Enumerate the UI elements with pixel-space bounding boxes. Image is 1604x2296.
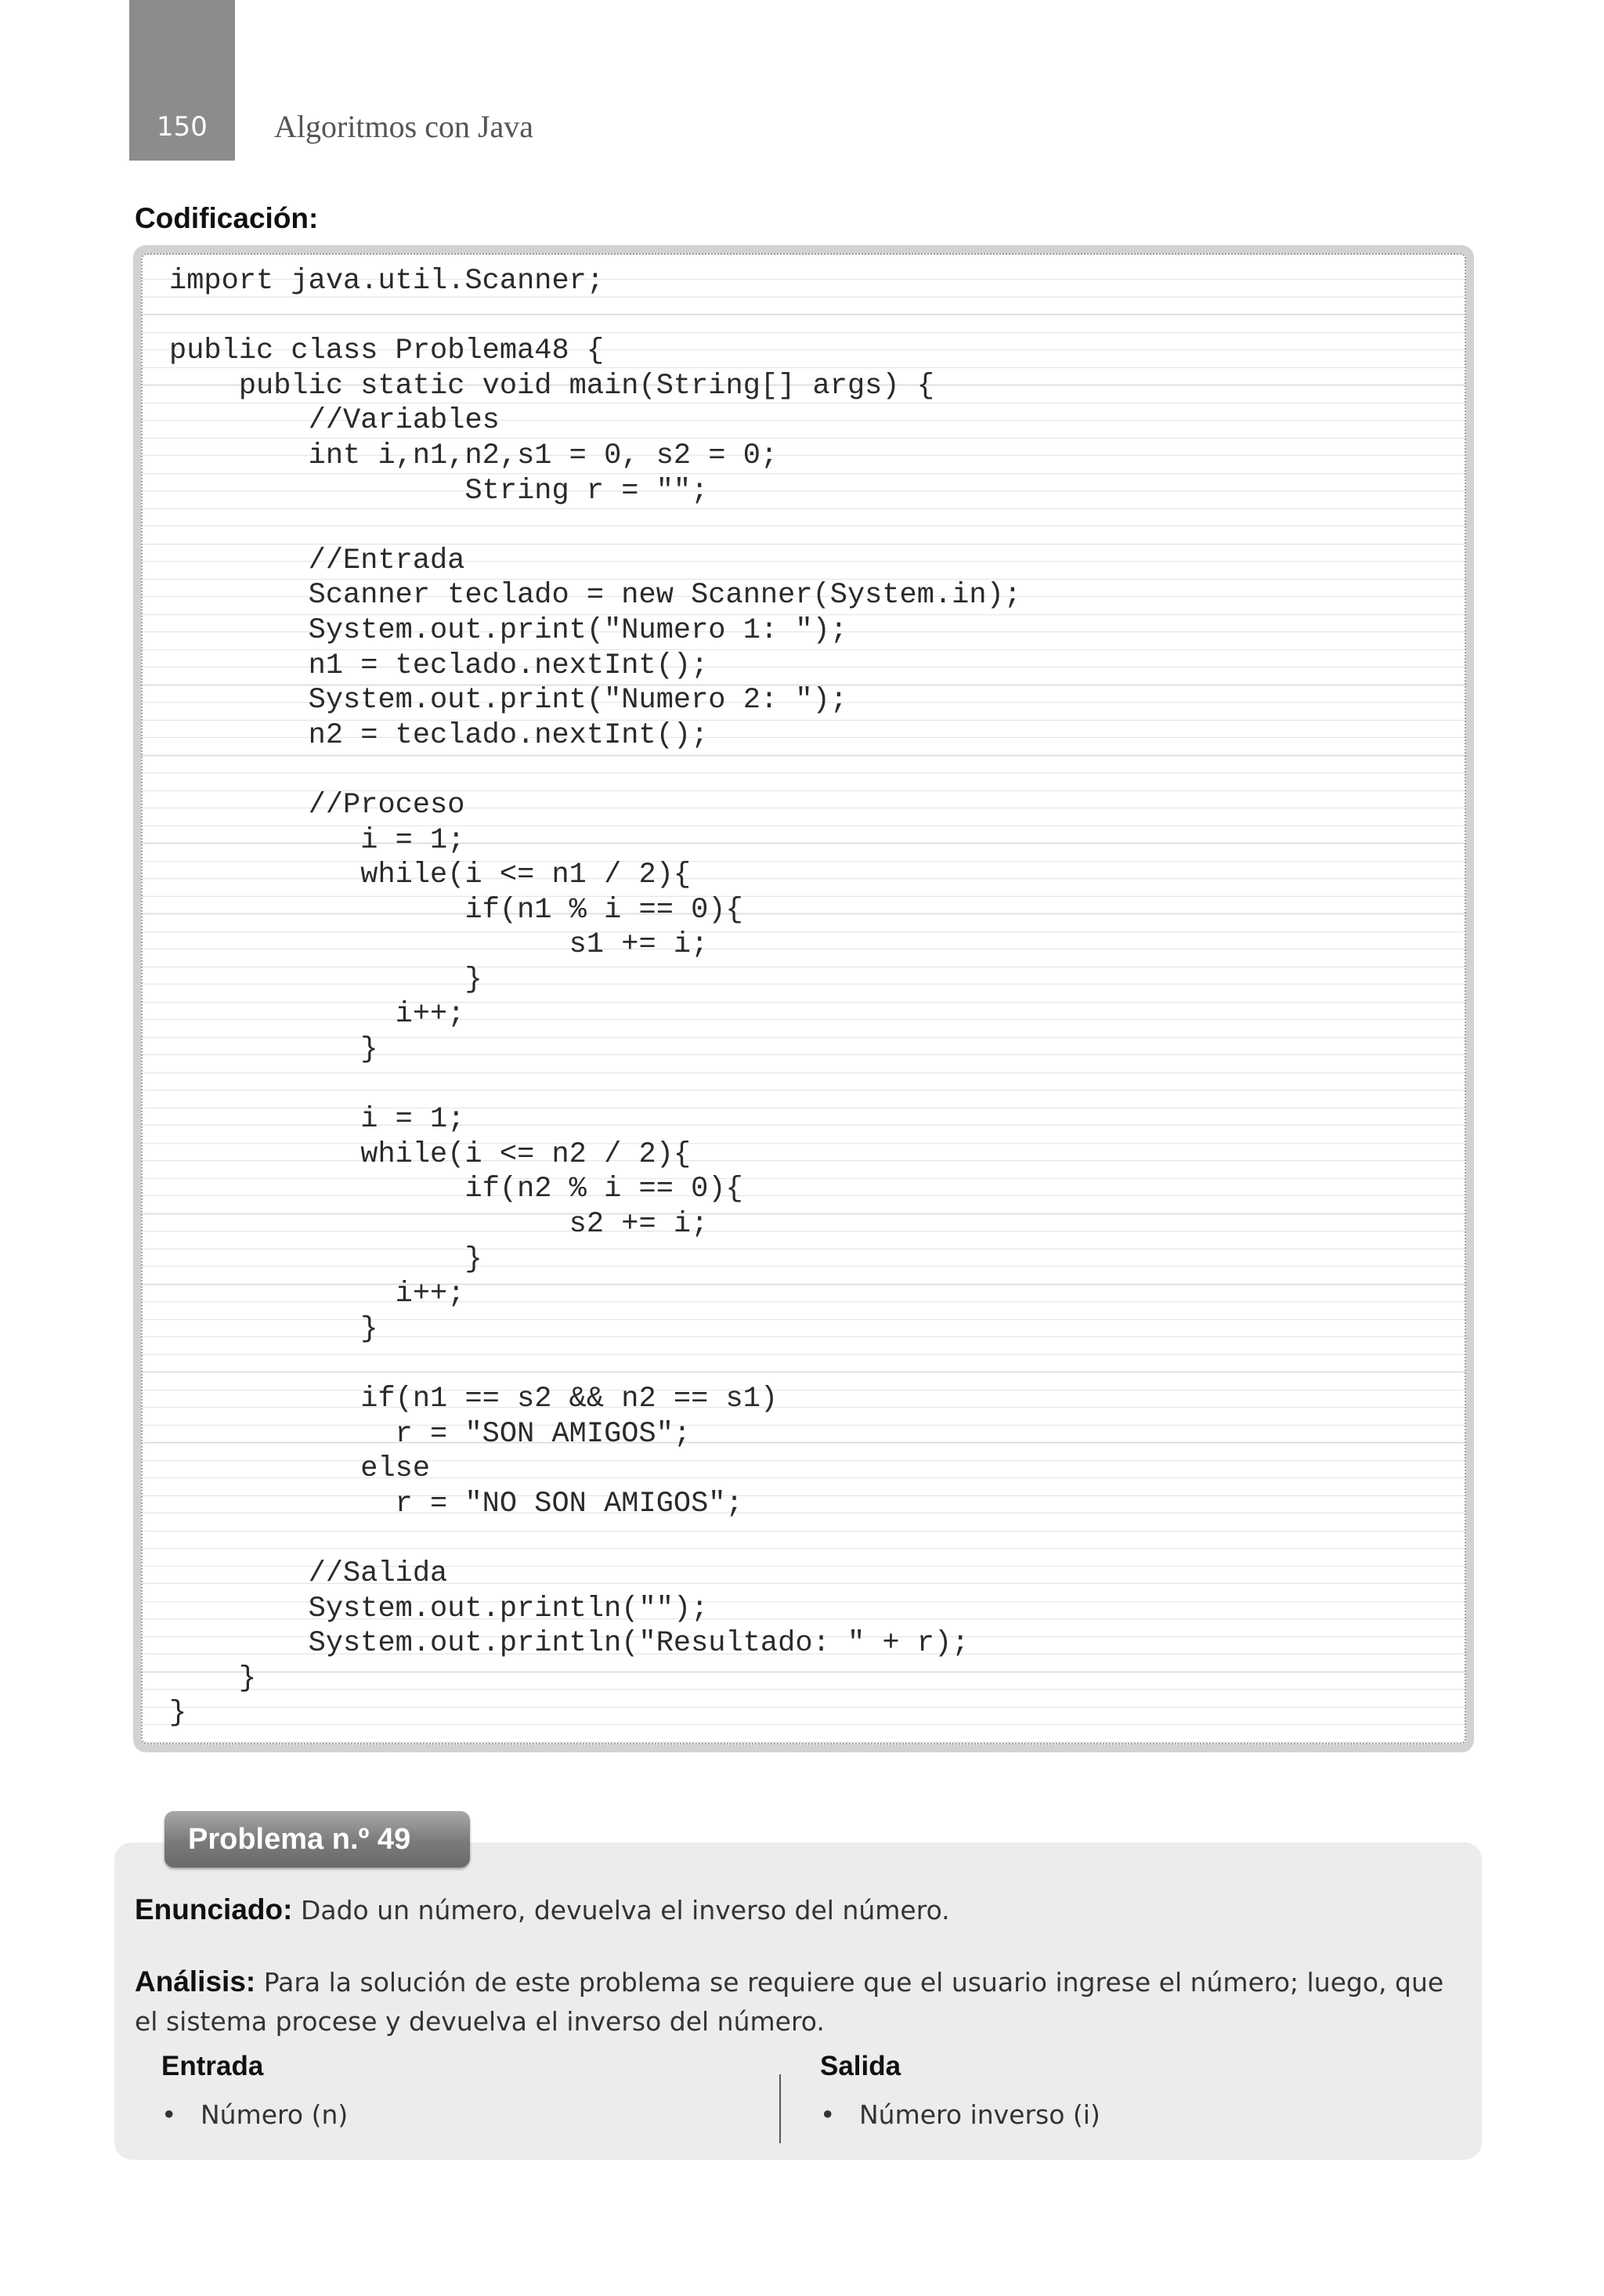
code-line: i = 1; (169, 1103, 465, 1137)
code-line (169, 753, 1465, 788)
code-line: System.out.print("Numero 2: "); (169, 684, 847, 718)
entrada-heading: Entrada (161, 2051, 264, 2081)
analisis-text: Para la solución de este problema se requiere que el usuario ingrese el número; luego, que el sistema procese y devuelva el inverso del número. (135, 1967, 1444, 2037)
code-line: System.out.println(""); (169, 1592, 709, 1625)
code-line: int i,n1,n2,s1 = 0, s2 = 0; (169, 439, 779, 472)
code-line: String r = ""; (169, 474, 709, 508)
code-line: i++; (169, 998, 465, 1032)
code-line: if(n1 % i == 0){ (169, 893, 743, 927)
code-line: } (169, 1242, 482, 1276)
code-line: //Entrada (169, 544, 465, 577)
entrada-item-text: Número (n) (200, 2099, 349, 2130)
code-line: i = 1; (169, 823, 465, 857)
bullet-icon: • (820, 2099, 836, 2130)
code-frame (133, 245, 1474, 1752)
problem-badge: Problema n.º 49 (164, 1811, 470, 1868)
code-line: else (169, 1452, 431, 1486)
code-line: } (169, 963, 482, 996)
code-line: i++; (169, 1278, 465, 1311)
page-number: 150 (157, 111, 208, 143)
enunciado-paragraph (135, 1890, 1466, 1930)
code-line: s2 += i; (169, 1208, 709, 1242)
salida-item-text: Número inverso (i) (859, 2099, 1100, 2130)
code-line: } (169, 1661, 257, 1695)
salida-item (820, 2099, 1100, 2130)
code-line (169, 1068, 1465, 1103)
running-title: Algoritmos con Java (274, 109, 534, 144)
io-divider (779, 2074, 781, 2143)
entrada-item (161, 2099, 348, 2130)
code-line: r = "NO SON AMIGOS"; (169, 1487, 743, 1520)
code-listing (141, 253, 1466, 1745)
code-line: Scanner teclado = new Scanner(System.in); (169, 579, 1021, 613)
bullet-icon: • (161, 2099, 177, 2130)
code-line: n2 = teclado.nextInt(); (169, 718, 709, 752)
code-line: System.out.print("Numero 1: "); (169, 613, 847, 647)
code-line: } (169, 1033, 378, 1067)
code-line: System.out.println("Resultado: " + r); (169, 1627, 970, 1661)
code-line: //Variables (169, 404, 500, 438)
code-line: while(i <= n2 / 2){ (169, 1137, 692, 1171)
code-line: n1 = teclado.nextInt(); (169, 649, 709, 682)
code-line: } (169, 1697, 187, 1730)
code-line: if(n1 == s2 && n2 == s1) (169, 1383, 779, 1416)
analisis-paragraph (135, 1962, 1466, 2041)
code-line: //Salida (169, 1557, 448, 1590)
code-line: //Proceso (169, 788, 465, 822)
code-line (169, 1347, 1465, 1382)
analisis-label: Análisis: (135, 1965, 256, 1998)
code-line: while(i <= n1 / 2){ (169, 859, 692, 892)
enunciado-text: Dado un número, devuelva el inverso del número. (292, 1895, 950, 1925)
code-line (169, 508, 1465, 544)
enunciado-label: Enunciado: (135, 1893, 293, 1925)
code-line: public class Problema48 { (169, 334, 605, 368)
section-title: Codificación: (135, 202, 319, 234)
code-line: r = "SON AMIGOS"; (169, 1417, 692, 1451)
code-line (169, 1521, 1465, 1557)
code-line: public static void main(String[] args) { (169, 369, 934, 403)
code-line: if(n2 % i == 0){ (169, 1173, 743, 1206)
code-line (169, 299, 1465, 334)
code-line: s1 += i; (169, 928, 709, 962)
code-line: import java.util.Scanner; (169, 265, 605, 298)
salida-heading: Salida (820, 2051, 901, 2081)
code-line: } (169, 1312, 378, 1346)
